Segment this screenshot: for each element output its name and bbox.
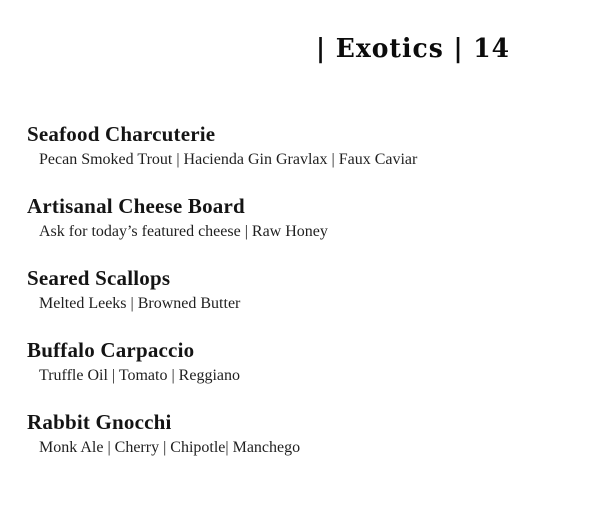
menu-item	[27, 338, 585, 387]
menu-item-name: Seafood Charcuterie	[27, 122, 216, 146]
menu-item-description: Melted Leeks | Browned Butter	[39, 295, 241, 312]
menu-item-description: Truffle Oil | Tomato | Reggiano	[39, 367, 240, 384]
menu-item	[27, 122, 585, 171]
menu-item-description: Pecan Smoked Trout | Hacienda Gin Gravlax | Faux Caviar	[39, 151, 418, 168]
menu-item-list	[27, 122, 585, 482]
menu-item-description: Monk Ale | Cherry | Chipotle| Manchego	[39, 439, 301, 456]
menu-item-name: Seared Scallops	[27, 266, 171, 290]
menu-item-name: Buffalo Carpaccio	[27, 338, 195, 362]
menu-item	[27, 194, 585, 243]
menu-item	[27, 410, 585, 459]
menu-item	[27, 266, 585, 315]
menu-item-name: Rabbit Gnocchi	[27, 410, 172, 434]
menu-item-description: Ask for today’s featured cheese | Raw Honey	[39, 223, 328, 240]
menu-section-title: | Exotics | 14	[316, 33, 511, 64]
menu-item-name: Artisanal Cheese Board	[27, 194, 245, 218]
